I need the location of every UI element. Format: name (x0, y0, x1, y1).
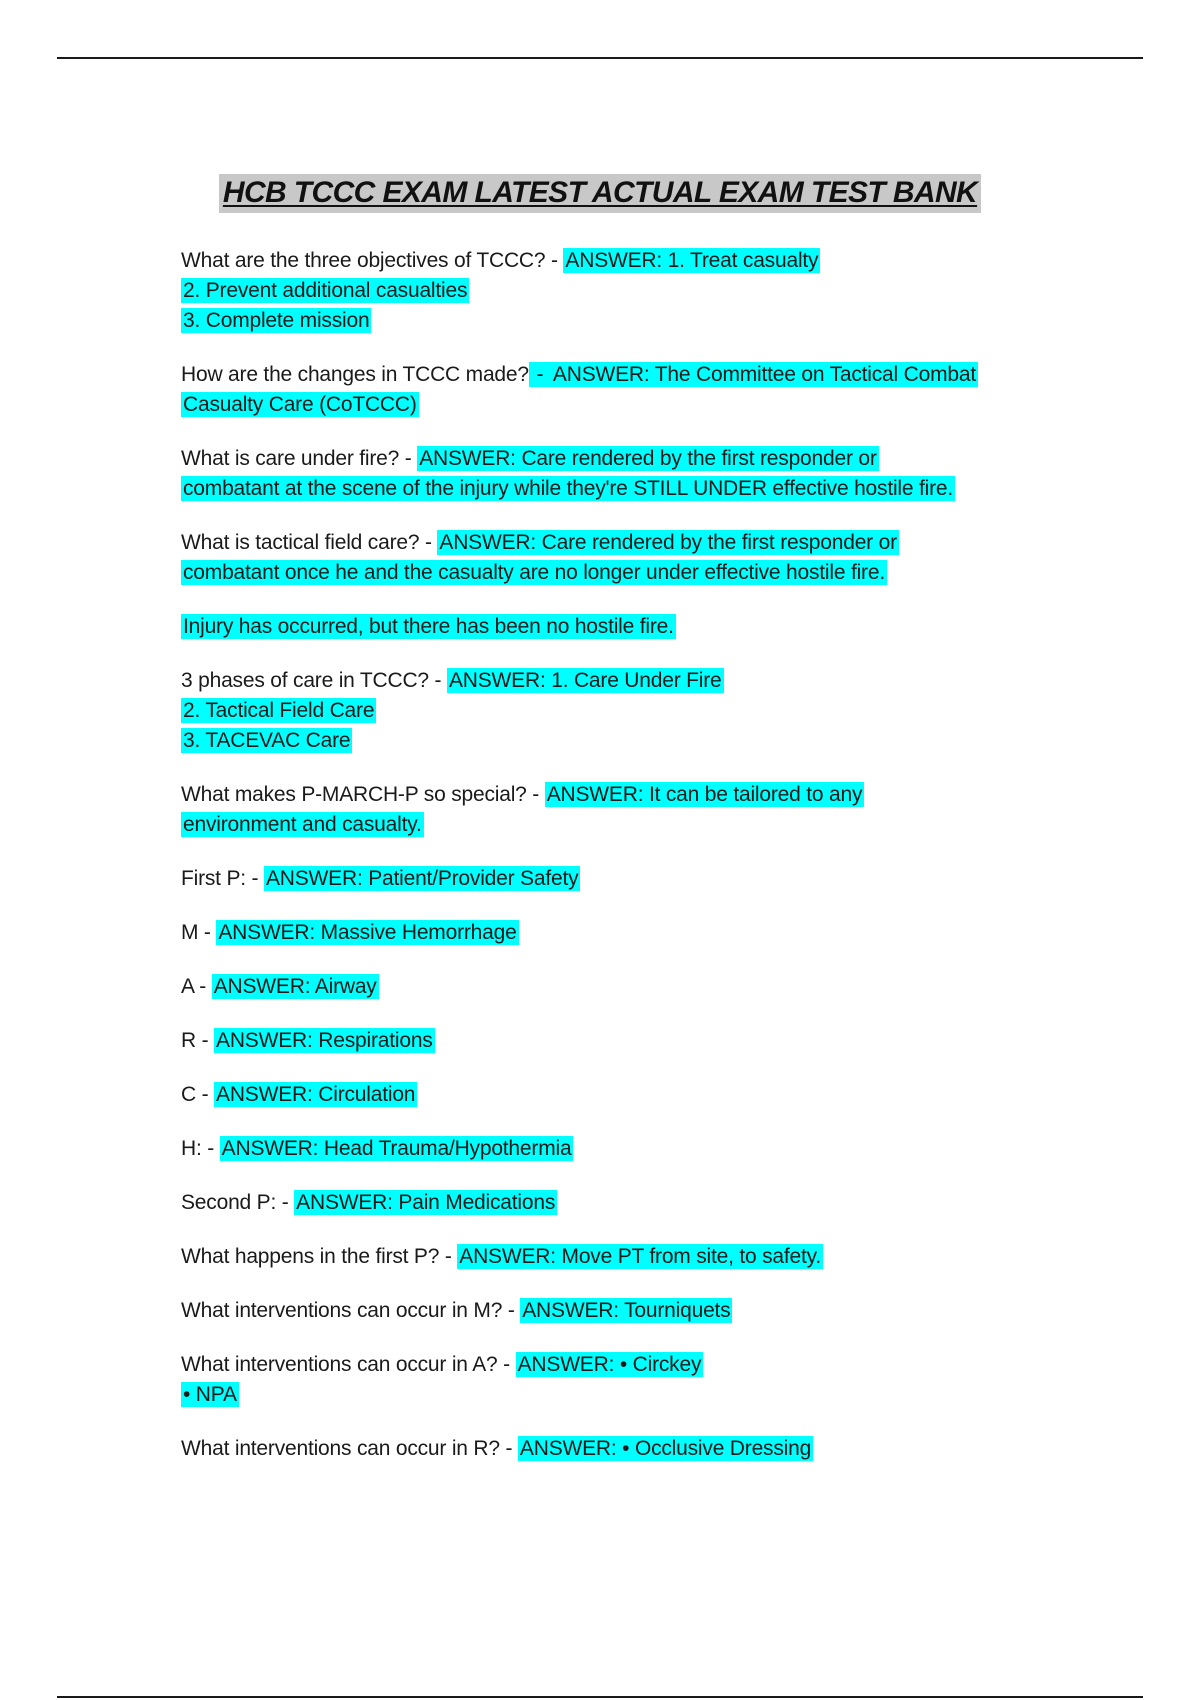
answer-text: ANSWER: It can be tailored to any (546, 783, 863, 806)
answer-text: ANSWER: The Committee on Tactical Combat (552, 363, 976, 386)
qa-line (181, 390, 1061, 420)
qa-line (181, 696, 1061, 726)
title-container (0, 174, 1200, 213)
answer-text: ANSWER: Respirations (216, 1029, 433, 1052)
answer-text: ANSWER: 1. Treat casualty (565, 249, 819, 272)
qa-line (181, 780, 1061, 810)
qa-line (181, 1188, 1061, 1218)
answer-continuation: 3. TACEVAC Care (183, 729, 351, 752)
answer-text: ANSWER: Circulation (216, 1083, 416, 1106)
question-text: H: (181, 1137, 202, 1160)
separator: - (195, 1083, 215, 1106)
answer-continuation: • NPA (183, 1383, 237, 1406)
qa-line (181, 528, 1061, 558)
qa-line (181, 246, 1061, 276)
answer-continuation: combatant at the scene of the injury while they're STILL UNDER effective hostile fire. (183, 477, 954, 500)
qa-item (181, 444, 1061, 504)
question-text: 3 phases of care in TCCC? (181, 669, 429, 692)
answer-text: ANSWER: Tourniquets (522, 1299, 731, 1322)
qa-item (181, 1188, 1061, 1218)
answer-text: ANSWER: Head Trauma/Hypothermia (221, 1137, 572, 1160)
qa-item (181, 780, 1061, 840)
separator: - (419, 531, 438, 554)
answer-text: ANSWER: Patient/Provider Safety (265, 867, 579, 890)
question-text: What interventions can occur in A? (181, 1353, 498, 1376)
qa-line (181, 1080, 1061, 1110)
question-text: What makes P-MARCH-P so special? (181, 783, 527, 806)
answer-text: ANSWER: Massive Hemorrhage (218, 921, 517, 944)
separator: - (193, 975, 212, 998)
qa-item (181, 918, 1061, 948)
answer-continuation: combatant once he and the casualty are no longer under effective hostile fire. (183, 561, 885, 584)
question-text: Second P: (181, 1191, 277, 1214)
qa-item (181, 246, 1061, 336)
qa-line (181, 360, 1061, 390)
separator: - (526, 783, 545, 806)
question-text: What is tactical field care? (181, 531, 420, 554)
separator: - (195, 1029, 215, 1052)
qa-item (181, 1080, 1061, 1110)
answer-text: ANSWER: 1. Care Under Fire (448, 669, 722, 692)
qa-line (181, 444, 1061, 474)
qa-item (181, 528, 1061, 588)
separator: - (499, 1437, 518, 1460)
answer-text: ANSWER: Move PT from site, to safety. (459, 1245, 822, 1268)
question-text: A (181, 975, 194, 998)
answer-continuation: environment and casualty. (183, 813, 422, 836)
qa-line (181, 1026, 1061, 1056)
question-text: What interventions can occur in M? (181, 1299, 503, 1322)
qa-item (181, 1296, 1061, 1326)
answer-text: Injury has occurred, but there has been no hostile fire. (183, 615, 674, 638)
qa-line (181, 306, 1061, 336)
separator: - (545, 249, 564, 272)
qa-item (181, 666, 1061, 756)
answer-text: ANSWER: Airway (213, 975, 377, 998)
qa-line (181, 972, 1061, 1002)
question-text: R (181, 1029, 196, 1052)
answer-text: ANSWER: • Circkey (517, 1353, 702, 1376)
answer-continuation: 3. Complete mission (183, 309, 370, 332)
qa-line (181, 810, 1061, 840)
question-text: C (181, 1083, 196, 1106)
separator: - (497, 1353, 516, 1376)
qa-line (181, 666, 1061, 696)
separator: - (201, 1137, 220, 1160)
header-rule (57, 57, 1143, 59)
question-text: What happens in the first P? (181, 1245, 440, 1268)
answer-continuation: Casualty Care (CoTCCC) (183, 393, 417, 416)
qa-line (181, 1134, 1061, 1164)
separator: - (530, 363, 549, 386)
question-text: What are the three objectives of TCCC? (181, 249, 546, 272)
answer-text: ANSWER: Care rendered by the first responder or (439, 531, 897, 554)
separator: - (198, 921, 217, 944)
qa-list (181, 246, 1061, 1464)
qa-line (181, 1242, 1061, 1272)
qa-item (181, 1242, 1061, 1272)
qa-item (181, 1134, 1061, 1164)
answer-text: ANSWER: Care rendered by the first responder or (419, 447, 877, 470)
separator: - (502, 1299, 521, 1322)
qa-line (181, 474, 1061, 504)
qa-line (181, 918, 1061, 948)
separator: - (245, 867, 264, 890)
answer-extra-paragraph (181, 612, 1061, 642)
answer-continuation: 2. Tactical Field Care (183, 699, 375, 722)
question-text: First P: (181, 867, 246, 890)
qa-item (181, 1434, 1061, 1464)
qa-line (181, 1434, 1061, 1464)
separator: - (428, 669, 447, 692)
qa-line (181, 276, 1061, 306)
answer-text: ANSWER: • Occlusive Dressing (519, 1437, 812, 1460)
qa-line (181, 1296, 1061, 1326)
qa-item (181, 864, 1061, 894)
answer-text: ANSWER: Pain Medications (296, 1191, 556, 1214)
qa-item (181, 972, 1061, 1002)
qa-line (181, 726, 1061, 756)
qa-line (181, 558, 1061, 588)
question-text: What interventions can occur in R? (181, 1437, 500, 1460)
qa-item (181, 1026, 1061, 1056)
qa-item (181, 1350, 1061, 1410)
separator: - (399, 447, 418, 470)
qa-item (181, 360, 1061, 420)
separator: - (439, 1245, 458, 1268)
qa-line (181, 1380, 1061, 1410)
answer-continuation: 2. Prevent additional casualties (183, 279, 468, 302)
qa-line (181, 1350, 1061, 1380)
footer-rule (57, 1696, 1143, 1698)
qa-line (181, 612, 1061, 642)
qa-line (181, 864, 1061, 894)
question-text: How are the changes in TCCC made? (181, 363, 529, 386)
document-title: HCB TCCC EXAM LATEST ACTUAL EXAM TEST BANK (219, 174, 981, 213)
separator: - (276, 1191, 295, 1214)
question-text: M (181, 921, 199, 944)
question-text: What is care under fire? (181, 447, 400, 470)
